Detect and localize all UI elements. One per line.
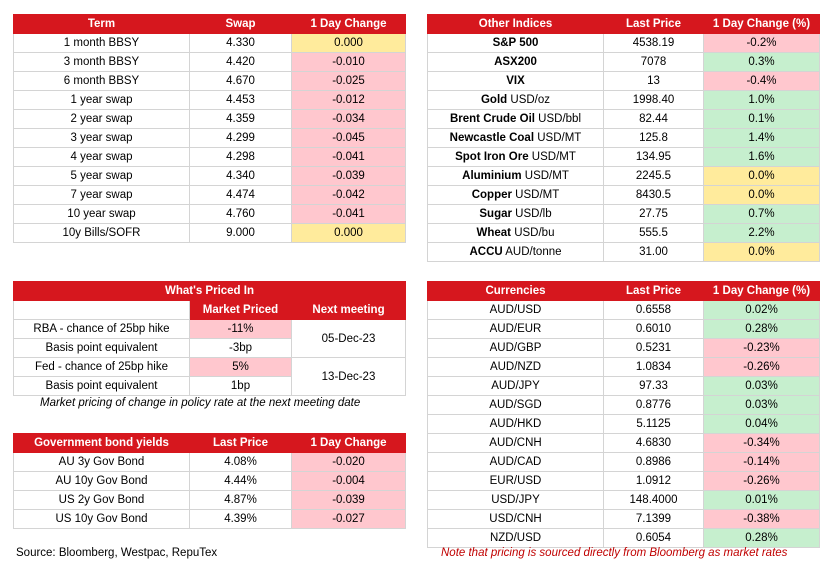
swap-change: 0.000 xyxy=(292,34,406,53)
currency-pair: USD/CNH xyxy=(428,510,604,529)
table-row xyxy=(428,510,820,529)
swap-change: -0.041 xyxy=(292,148,406,167)
index-price: 7078 xyxy=(604,53,704,72)
bond-price: 4.39% xyxy=(190,510,292,529)
currency-price: 1.0912 xyxy=(604,472,704,491)
index-name xyxy=(428,110,604,129)
currencies-table-body xyxy=(428,301,820,548)
table-row xyxy=(14,510,406,529)
swap-table xyxy=(13,14,406,243)
priced-in-label: RBA - chance of 25bp hike xyxy=(14,320,190,339)
swap-header-swap: Swap xyxy=(190,15,292,34)
index-unit: USD/oz xyxy=(510,94,551,106)
currencies-header-change: 1 Day Change (%) xyxy=(704,282,820,301)
priced-in-meeting-header: Next meeting xyxy=(292,301,406,320)
index-change: -0.2% xyxy=(704,34,820,53)
table-row xyxy=(428,320,820,339)
currency-change: 0.04% xyxy=(704,415,820,434)
pricing-disclaimer: Note that pricing is sourced directly from Bloomberg as market rates xyxy=(441,547,788,559)
bond-name: AU 3y Gov Bond xyxy=(14,453,190,472)
index-name xyxy=(428,205,604,224)
swap-change: -0.025 xyxy=(292,72,406,91)
index-change: 0.3% xyxy=(704,53,820,72)
currency-price: 97.33 xyxy=(604,377,704,396)
index-price: 8430.5 xyxy=(604,186,704,205)
currency-pair: AUD/GBP xyxy=(428,339,604,358)
index-name-label: Gold xyxy=(480,94,508,106)
index-price: 2245.5 xyxy=(604,167,704,186)
index-change: 2.2% xyxy=(704,224,820,243)
table-row xyxy=(428,129,820,148)
index-change: 0.0% xyxy=(704,186,820,205)
currency-change: -0.38% xyxy=(704,510,820,529)
swap-change: -0.034 xyxy=(292,110,406,129)
currency-change: 0.02% xyxy=(704,301,820,320)
index-name-label: Spot Iron Ore xyxy=(455,151,529,163)
index-unit: USD/bu xyxy=(514,227,555,239)
table-row xyxy=(428,472,820,491)
index-change: 1.0% xyxy=(704,91,820,110)
priced-in-label: Basis point equivalent xyxy=(14,377,190,396)
index-price: 134.95 xyxy=(604,148,704,167)
index-price: 82.44 xyxy=(604,110,704,129)
currency-price: 5.1125 xyxy=(604,415,704,434)
swap-value: 9.000 xyxy=(190,224,292,243)
swap-value: 4.298 xyxy=(190,148,292,167)
index-price: 555.5 xyxy=(604,224,704,243)
currency-change: -0.26% xyxy=(704,472,820,491)
swap-term: 1 month BBSY xyxy=(14,34,190,53)
currency-change: 0.01% xyxy=(704,491,820,510)
currency-change: 0.03% xyxy=(704,377,820,396)
table-row xyxy=(428,53,820,72)
index-name xyxy=(428,72,604,91)
table-row xyxy=(14,110,406,129)
currencies-header-price: Last Price xyxy=(604,282,704,301)
swap-value: 4.760 xyxy=(190,205,292,224)
index-name-label: Wheat xyxy=(476,227,511,239)
table-row xyxy=(428,148,820,167)
swap-header-term: Term xyxy=(14,15,190,34)
index-name-label: ACCU xyxy=(469,246,503,258)
swap-value: 4.420 xyxy=(190,53,292,72)
index-name-label: Copper xyxy=(471,189,512,201)
currency-price: 7.1399 xyxy=(604,510,704,529)
bond-change: -0.039 xyxy=(292,491,406,510)
index-change: 1.6% xyxy=(704,148,820,167)
index-name-label: Sugar xyxy=(479,208,512,220)
indices-header-change: 1 Day Change (%) xyxy=(704,15,820,34)
indices-header-price: Last Price xyxy=(604,15,704,34)
indices-table xyxy=(427,14,820,262)
bond-price: 4.08% xyxy=(190,453,292,472)
table-row xyxy=(14,491,406,510)
currency-change: -0.26% xyxy=(704,358,820,377)
table-row xyxy=(428,301,820,320)
table-row xyxy=(428,491,820,510)
swap-term: 2 year swap xyxy=(14,110,190,129)
index-name xyxy=(428,129,604,148)
currency-price: 0.6558 xyxy=(604,301,704,320)
priced-in-title: What's Priced In xyxy=(14,282,406,301)
bond-price: 4.44% xyxy=(190,472,292,491)
priced-in-blank-header xyxy=(14,301,190,320)
index-unit: USD/MT xyxy=(515,189,560,201)
swap-value: 4.453 xyxy=(190,91,292,110)
index-price: 31.00 xyxy=(604,243,704,262)
index-change: 0.7% xyxy=(704,205,820,224)
table-row xyxy=(14,453,406,472)
swap-value: 4.340 xyxy=(190,167,292,186)
index-unit: USD/bbl xyxy=(538,113,581,125)
table-row xyxy=(14,205,406,224)
table-row xyxy=(14,224,406,243)
currency-price: 1.0834 xyxy=(604,358,704,377)
swap-term: 10 year swap xyxy=(14,205,190,224)
swap-term: 7 year swap xyxy=(14,186,190,205)
currency-change: 0.28% xyxy=(704,529,820,548)
table-row xyxy=(428,396,820,415)
index-unit: USD/MT xyxy=(537,132,582,144)
bond-name: AU 10y Gov Bond xyxy=(14,472,190,491)
table-row xyxy=(428,186,820,205)
table-row xyxy=(428,415,820,434)
currency-pair: NZD/USD xyxy=(428,529,604,548)
table-row xyxy=(428,72,820,91)
swap-change: -0.042 xyxy=(292,186,406,205)
swap-value: 4.670 xyxy=(190,72,292,91)
priced-in-value: -11% xyxy=(190,320,292,339)
bond-price: 4.87% xyxy=(190,491,292,510)
index-name xyxy=(428,53,604,72)
currency-change: 0.03% xyxy=(704,396,820,415)
currency-pair: AUD/SGD xyxy=(428,396,604,415)
currency-price: 0.8776 xyxy=(604,396,704,415)
priced-in-value: 5% xyxy=(190,358,292,377)
currency-pair: AUD/JPY xyxy=(428,377,604,396)
table-row xyxy=(428,339,820,358)
index-name-label: Newcastle Coal xyxy=(449,132,535,144)
bonds-header-price: Last Price xyxy=(190,434,292,453)
priced-in-value: -3bp xyxy=(190,339,292,358)
index-price: 1998.40 xyxy=(604,91,704,110)
index-name-label: Brent Crude Oil xyxy=(449,113,535,125)
bond-name: US 10y Gov Bond xyxy=(14,510,190,529)
swap-change: -0.039 xyxy=(292,167,406,186)
index-name-label: Aluminium xyxy=(462,170,522,182)
swap-value: 4.474 xyxy=(190,186,292,205)
swap-term: 10y Bills/SOFR xyxy=(14,224,190,243)
currency-change: -0.23% xyxy=(704,339,820,358)
index-name xyxy=(428,186,604,205)
currency-pair: AUD/HKD xyxy=(428,415,604,434)
index-name xyxy=(428,91,604,110)
table-row xyxy=(428,91,820,110)
table-row xyxy=(14,72,406,91)
index-unit: USD/MT xyxy=(531,151,576,163)
swap-term: 6 month BBSY xyxy=(14,72,190,91)
next-meeting-date: 05-Dec-23 xyxy=(292,320,406,358)
index-name-label: S&P 500 xyxy=(492,37,539,49)
currency-price: 0.6054 xyxy=(604,529,704,548)
indices-table-body xyxy=(428,34,820,262)
table-row xyxy=(14,53,406,72)
swap-term: 1 year swap xyxy=(14,91,190,110)
table-row xyxy=(14,186,406,205)
index-name xyxy=(428,148,604,167)
priced-in-label: Fed - chance of 25bp hike xyxy=(14,358,190,377)
currency-pair: AUD/CAD xyxy=(428,453,604,472)
currency-pair: AUD/NZD xyxy=(428,358,604,377)
swap-term: 4 year swap xyxy=(14,148,190,167)
table-row xyxy=(14,472,406,491)
bond-change: -0.027 xyxy=(292,510,406,529)
priced-in-market-header: Market Priced xyxy=(190,301,292,320)
index-price: 27.75 xyxy=(604,205,704,224)
swap-change: -0.045 xyxy=(292,129,406,148)
swap-change: -0.010 xyxy=(292,53,406,72)
swap-change: -0.041 xyxy=(292,205,406,224)
source-note: Source: Bloomberg, Westpac, RepuTex xyxy=(16,547,218,559)
table-row xyxy=(428,529,820,548)
swap-value: 4.359 xyxy=(190,110,292,129)
table-row xyxy=(428,453,820,472)
index-name xyxy=(428,224,604,243)
currency-pair: AUD/CNH xyxy=(428,434,604,453)
currency-price: 4.6830 xyxy=(604,434,704,453)
table-row xyxy=(428,224,820,243)
index-unit: AUD/tonne xyxy=(505,246,562,258)
bond-name: US 2y Gov Bond xyxy=(14,491,190,510)
priced-in-table xyxy=(13,281,406,396)
swap-term: 3 month BBSY xyxy=(14,53,190,72)
currencies-header-pair: Currencies xyxy=(428,282,604,301)
bond-yields-table xyxy=(13,433,406,529)
table-row xyxy=(14,148,406,167)
index-change: 0.1% xyxy=(704,110,820,129)
table-row xyxy=(428,110,820,129)
bonds-header-name: Government bond yields xyxy=(14,434,190,453)
index-change: 1.4% xyxy=(704,129,820,148)
swap-term: 5 year swap xyxy=(14,167,190,186)
index-name-label: VIX xyxy=(506,75,525,87)
currency-pair: AUD/EUR xyxy=(428,320,604,339)
swap-value: 4.299 xyxy=(190,129,292,148)
priced-in-label: Basis point equivalent xyxy=(14,339,190,358)
index-price: 125.8 xyxy=(604,129,704,148)
indices-header-name: Other Indices xyxy=(428,15,604,34)
currency-pair: EUR/USD xyxy=(428,472,604,491)
index-name xyxy=(428,243,604,262)
table-row xyxy=(428,243,820,262)
currency-pair: AUD/USD xyxy=(428,301,604,320)
currency-change: -0.34% xyxy=(704,434,820,453)
index-change: -0.4% xyxy=(704,72,820,91)
priced-in-value: 1bp xyxy=(190,377,292,396)
table-row xyxy=(428,434,820,453)
currency-change: -0.14% xyxy=(704,453,820,472)
currency-price: 0.5231 xyxy=(604,339,704,358)
index-unit: USD/MT xyxy=(524,170,569,182)
currency-pair: USD/JPY xyxy=(428,491,604,510)
bond-yields-body xyxy=(14,453,406,529)
table-row xyxy=(428,377,820,396)
table-row xyxy=(428,34,820,53)
swap-term: 3 year swap xyxy=(14,129,190,148)
bond-change: -0.020 xyxy=(292,453,406,472)
currency-price: 148.4000 xyxy=(604,491,704,510)
currencies-table xyxy=(427,281,820,548)
swap-change: -0.012 xyxy=(292,91,406,110)
swap-header-change: 1 Day Change xyxy=(292,15,406,34)
swap-table-body xyxy=(14,34,406,243)
index-unit: USD/lb xyxy=(515,208,552,220)
index-price: 4538.19 xyxy=(604,34,704,53)
next-meeting-date: 13-Dec-23 xyxy=(292,358,406,396)
bonds-header-change: 1 Day Change xyxy=(292,434,406,453)
swap-value: 4.330 xyxy=(190,34,292,53)
table-row xyxy=(14,91,406,110)
index-change: 0.0% xyxy=(704,243,820,262)
table-row xyxy=(428,358,820,377)
index-change: 0.0% xyxy=(704,167,820,186)
currency-price: 0.6010 xyxy=(604,320,704,339)
table-row xyxy=(428,167,820,186)
index-name xyxy=(428,34,604,53)
swap-change: 0.000 xyxy=(292,224,406,243)
table-row xyxy=(14,129,406,148)
index-name xyxy=(428,167,604,186)
index-price: 13 xyxy=(604,72,704,91)
table-row xyxy=(14,167,406,186)
currency-change: 0.28% xyxy=(704,320,820,339)
table-row xyxy=(428,205,820,224)
bond-change: -0.004 xyxy=(292,472,406,491)
table-row xyxy=(14,34,406,53)
index-name-label: ASX200 xyxy=(494,56,537,68)
currency-price: 0.8986 xyxy=(604,453,704,472)
priced-in-note: Market pricing of change in policy rate at the next meeting date xyxy=(40,397,361,409)
